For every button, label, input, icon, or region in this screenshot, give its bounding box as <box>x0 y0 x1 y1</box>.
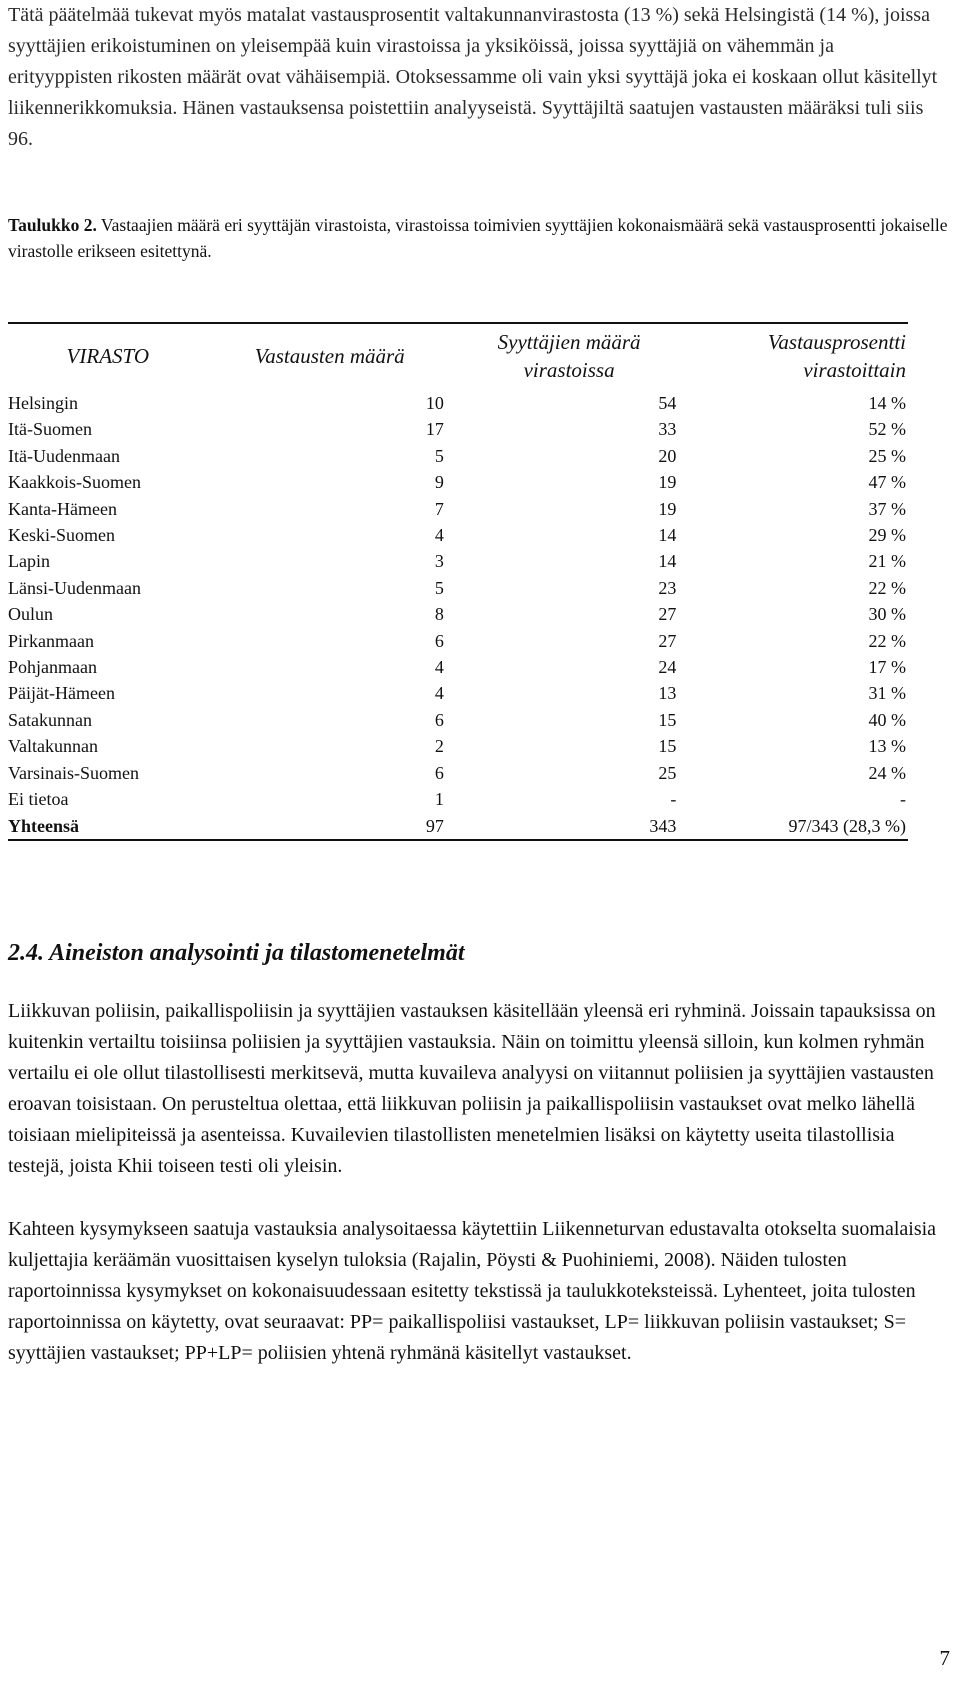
header-syyttajien-maara: Syyttäjien määrä virastoissa <box>497 330 641 382</box>
cell-prosentti: 24 % <box>868 762 906 783</box>
table-row <box>8 469 908 495</box>
table-container <box>8 322 908 841</box>
cell-vastaukset: 6 <box>434 709 444 730</box>
cell-vastaukset: 9 <box>434 472 444 493</box>
table-row <box>8 548 908 574</box>
cell-vastaukset: 5 <box>434 577 444 598</box>
cell-prosentti: 22 % <box>868 630 906 651</box>
cell-prosentti: 22 % <box>868 577 906 598</box>
cell-virasto: Pirkanmaan <box>8 630 94 651</box>
header-virasto: VIRASTO <box>66 344 149 368</box>
cell-virasto: Länsi-Uudenmaan <box>8 577 141 598</box>
page-number: 7 <box>939 1646 950 1670</box>
cell-prosentti: 30 % <box>868 604 906 625</box>
table-caption-text: Vastaajien määrä eri syyttäjän virastoista, virastoissa toimivien syyttäjien kokonaismäärä sekä vastausprosentti jokaiselle virastolle erikseen esitettynä. <box>8 215 948 261</box>
table-header-row <box>8 323 908 390</box>
table-row <box>8 601 908 627</box>
cell-vastaukset: 10 <box>425 393 444 413</box>
table-row <box>8 416 908 442</box>
cell-syyttajat: 25 <box>658 762 677 783</box>
table-caption <box>8 212 948 264</box>
cell-syyttajat: 23 <box>658 577 677 598</box>
cell-vastaukset: 4 <box>434 657 444 678</box>
cell-prosentti: 47 % <box>868 472 906 493</box>
cell-vastaukset: 4 <box>434 683 444 704</box>
table-row <box>8 628 908 654</box>
cell-syyttajat: 24 <box>658 657 677 678</box>
cell-prosentti: 21 % <box>868 551 906 572</box>
total-label: Yhteensä <box>8 815 79 836</box>
cell-syyttajat: 14 <box>658 525 677 546</box>
table-row <box>8 575 908 601</box>
cell-prosentti: 14 % <box>868 393 906 413</box>
total-vastaukset: 97 <box>425 815 444 836</box>
total-syyttajat: 343 <box>649 815 677 836</box>
header-vastausprosentti: Vastausprosentti virastoittain <box>767 330 906 382</box>
cell-vastaukset: 8 <box>434 604 444 625</box>
table-row <box>8 654 908 680</box>
table-row <box>8 496 908 522</box>
table-row <box>8 786 908 812</box>
cell-syyttajat: 19 <box>658 498 677 519</box>
cell-virasto: Keski-Suomen <box>8 525 115 546</box>
cell-virasto: Lapin <box>8 551 50 572</box>
cell-virasto: Varsinais-Suomen <box>8 762 139 783</box>
cell-syyttajat: 27 <box>658 630 677 651</box>
table-total-row <box>8 813 908 840</box>
cell-prosentti: 31 % <box>868 683 906 704</box>
cell-virasto: Valtakunnan <box>8 736 98 757</box>
cell-syyttajat: - <box>670 789 677 810</box>
cell-virasto: Päijät-Hämeen <box>8 683 115 704</box>
cell-prosentti: 40 % <box>868 709 906 730</box>
cell-prosentti: 29 % <box>868 525 906 546</box>
cell-syyttajat: 14 <box>658 551 677 572</box>
table-row <box>8 390 908 416</box>
table-caption-label: Taulukko 2. <box>8 215 97 235</box>
cell-vastaukset: 2 <box>434 736 444 757</box>
cell-vastaukset: 17 <box>425 419 444 440</box>
table-row <box>8 707 908 733</box>
table-row <box>8 760 908 786</box>
cell-prosentti: 17 % <box>868 657 906 678</box>
cell-virasto: Itä-Uudenmaan <box>8 445 120 466</box>
cell-syyttajat: 15 <box>658 736 677 757</box>
cell-syyttajat: 13 <box>658 683 677 704</box>
cell-virasto: Kaakkois-Suomen <box>8 472 141 493</box>
cell-vastaukset: 1 <box>434 789 444 810</box>
intro-paragraph: Tätä päätelmää tukevat myös matalat vastausprosentit valtakunnanvirastosta (13 %) sekä Helsingistä (14 %), joissa syyttäjien erikoistuminen on yleisempää kuin virastoissa ja yksiköissä, joissa syyttäjiä on vähemmän ja erityyppisten rikosten määrät ovat vähäisempiä. Otoksessamme oli vain yksi syyttäjä joka ei koskaan ollut käsitellyt liikennerikkomuksia. Hänen vastauksensa poistettiin analyyseistä. Syyttäjiltä saatujen vastausten määräksi tuli siis 96. <box>8 4 938 150</box>
cell-syyttajat: 19 <box>658 472 677 493</box>
cell-prosentti: 52 % <box>868 419 906 440</box>
cell-prosentti: - <box>900 789 906 810</box>
cell-prosentti: 25 % <box>868 445 906 466</box>
cell-virasto: Itä-Suomen <box>8 419 92 440</box>
cell-virasto: Oulun <box>8 604 53 625</box>
cell-virasto: Satakunnan <box>8 709 92 730</box>
analysis-paragraph-1: Liikkuvan poliisin, paikallispoliisin ja syyttäjien vastauksen käsitellään yleensä eri ryhminä. Joissain tapauksissa on kuitenkin vertailtu toisiinsa poliisien ja syyttäjien vastauksia. Näin on toimittu yleensä silloin, kun kolmen ryhmän vertailu ei ole ollut tilastollisesti merkitsevä, mutta kuvaileva analyysi on viitannut poliisien ja syyttäjien vastausten eroavan toisistaan. On perusteltua olettaa, että liikkuvan poliisin ja paikallispoliisin vastaukset ovat melko lähellä toisiaan mielipiteissä ja asenteissa. Kuvailevien tilastollisten menetelmien lisäksi on käytetty useita tilastollisia testejä, joista Khii toiseen testi oli yleisin. <box>8 1000 936 1177</box>
cell-syyttajat: 33 <box>658 419 677 440</box>
cell-virasto: Helsingin <box>8 393 78 413</box>
table-row <box>8 680 908 706</box>
cell-vastaukset: 5 <box>434 445 444 466</box>
cell-vastaukset: 4 <box>434 525 444 546</box>
total-prosentti: 97/343 (28,3 %) <box>788 815 906 836</box>
cell-vastaukset: 6 <box>434 762 444 783</box>
table-row <box>8 733 908 759</box>
cell-syyttajat: 20 <box>658 445 677 466</box>
cell-syyttajat: 15 <box>658 709 677 730</box>
analysis-paragraph-2: Kahteen kysymykseen saatuja vastauksia analysoitaessa käytettiin Liikenneturvan edustavalta otokselta suomalaisia kuljettajia keräämän vuosittaisen kyselyn tuloksia (Rajalin, Pöysti & Puohiniemi, 2008). Näiden tulosten raportoinnissa kysymykset on kokonaisuudessaan esitetty tekstissä ja taulukkoteksteissä. Lyhenteet, joita tulosten raportoinnissa on käytetty, ovat seuraavat: PP= paikallispoliisi vastaukset, LP= liikkuvan poliisin vastaukset; S= syyttäjien vastaukset; PP+LP= poliisien yhtenä ryhmänä käsitellyt vastaukset. <box>8 1218 937 1364</box>
cell-prosentti: 37 % <box>868 498 906 519</box>
cell-vastaukset: 6 <box>434 630 444 651</box>
header-vastausten-maara: Vastausten määrä <box>254 344 405 368</box>
table-body <box>8 390 908 813</box>
cell-syyttajat: 27 <box>658 604 677 625</box>
cell-vastaukset: 7 <box>434 498 444 519</box>
respondents-table <box>8 322 908 841</box>
cell-vastaukset: 3 <box>434 551 444 572</box>
cell-virasto: Ei tietoa <box>8 789 69 810</box>
cell-virasto: Pohjanmaan <box>8 657 97 678</box>
cell-virasto: Kanta-Hämeen <box>8 498 117 519</box>
table-row <box>8 443 908 469</box>
section-heading: 2.4. Aineiston analysointi ja tilastomenetelmät <box>8 940 465 966</box>
cell-syyttajat: 54 <box>658 393 677 413</box>
table-row <box>8 522 908 548</box>
cell-prosentti: 13 % <box>868 736 906 757</box>
